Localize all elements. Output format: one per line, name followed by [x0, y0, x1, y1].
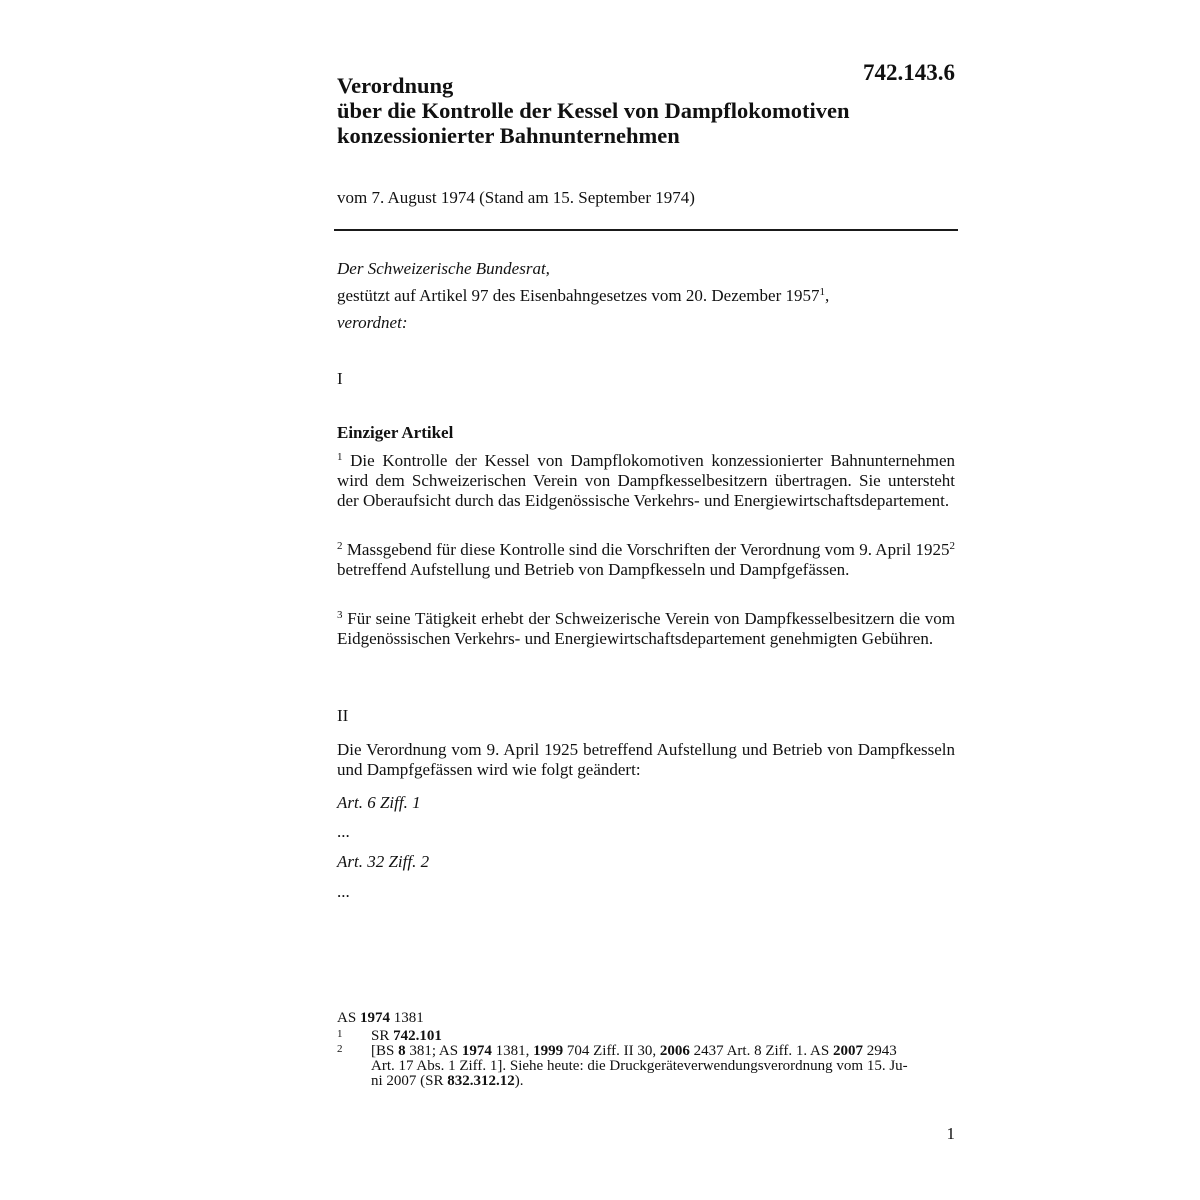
page-number: 1 — [946, 1124, 955, 1143]
fn2-p7: ni 2007 (SR — [371, 1073, 448, 1089]
footnote-1-text — [371, 1029, 957, 1044]
as-reference — [337, 1011, 957, 1026]
paragraph-3-number: 3 — [337, 609, 343, 621]
fn2-b4: 2006 — [659, 1043, 690, 1059]
footnote-ref-1[interactable]: 1 — [819, 286, 825, 298]
document-title — [337, 73, 937, 148]
fn2-p8: ). — [514, 1073, 524, 1089]
section-1-numeral: I — [337, 369, 343, 388]
paragraph-1-number: 1 — [337, 451, 343, 463]
preamble-basis-text: gestützt auf Artikel 97 des Eisenbahngesetzes vom 20. Dezember 1957 — [337, 286, 820, 305]
footnote-2-number: 2 — [337, 1043, 343, 1055]
title-line-3: konzessionierter Bahnunternehmen — [337, 123, 680, 148]
footnote-1-number: 1 — [337, 1028, 343, 1040]
footnotes — [337, 1011, 957, 1089]
amendment-content-2: ... — [337, 882, 350, 901]
sr-number: 742.143.6 — [863, 60, 955, 85]
fn2-p6: 2943 — [862, 1043, 897, 1059]
as-year: 1974 — [359, 1010, 390, 1026]
fn2-b3: 1999 — [533, 1043, 564, 1059]
preamble-basis-end: , — [824, 286, 830, 305]
fn2-b6: 832.312.12 — [447, 1073, 515, 1089]
fn2-b2: 1974 — [461, 1043, 492, 1059]
fn2-p5: 2437 Art. 8 Ziff. 1. AS — [689, 1043, 833, 1059]
footnote-2-line-3 — [371, 1074, 957, 1089]
article-title: Einziger Artikel — [337, 423, 454, 442]
amendment-content-1: ... — [337, 822, 350, 841]
footnote-2-line-1 — [371, 1044, 957, 1059]
date-line: vom 7. August 1974 (Stand am 15. September 1974) — [337, 188, 695, 207]
amendment-ref-2: Art. 32 Ziff. 2 — [337, 852, 430, 871]
footnote-1-ref: 742.101 — [393, 1028, 442, 1044]
paragraph-1-text: Die Kontrolle der Kessel von Dampflokomotiven konzessionierter Bahnunternehmen wird dem Schweizerischen Verein von Dampfkesselbesitzern übertragen. Sie untersteht der Oberaufsicht durch das Eidgenössische Verkehrs- und Energiewirtschaftsdepartement. — [337, 451, 956, 510]
paragraph-2 — [337, 540, 955, 580]
section-2-intro: Die Verordnung vom 9. April 1925 betreffend Aufstellung und Betrieb von Dampfkesseln und Dampfgefässen wird wie folgt geändert: — [337, 740, 955, 779]
footnote-ref-2[interactable]: 2 — [949, 540, 955, 552]
preamble-authority: Der Schweizerische Bundesrat, — [337, 259, 550, 278]
title-line-2: über die Kontrolle der Kessel von Dampflokomotiven — [337, 98, 850, 123]
footnote-2 — [337, 1044, 957, 1089]
as-prefix: AS — [337, 1010, 360, 1026]
paragraph-2-number: 2 — [337, 540, 343, 552]
fn2-b5: 2007 — [832, 1043, 863, 1059]
header-divider — [334, 229, 958, 231]
title-line-1: Verordnung — [337, 73, 454, 98]
fn2-p3: 1381, — [491, 1043, 534, 1059]
as-page: 1381 — [389, 1010, 424, 1026]
preamble-decree: verordnet: — [337, 313, 408, 332]
section-2-numeral: II — [337, 706, 349, 725]
paragraph-1 — [337, 451, 955, 511]
footnote-1 — [337, 1029, 957, 1044]
paragraph-3-text: Für seine Tätigkeit erhebt der Schweizerische Verein von Dampfkesselbesitzern die vom Eidgenössischen Verkehrs- und Energiewirtschaftsdepartement genehmigten Gebühren. — [337, 609, 956, 648]
paragraph-2-text-b: 9. April 1925 — [859, 540, 950, 559]
fn2-b1: 8 — [398, 1043, 406, 1059]
preamble-basis — [337, 286, 955, 306]
paragraph-3 — [337, 609, 955, 649]
fn2-p1: [BS — [371, 1043, 399, 1059]
fn2-p2: 381; AS — [405, 1043, 462, 1059]
footnote-2-line-2: Art. 17 Abs. 1 Ziff. 1]. Siehe heute: die Druckgeräteverwendungsverordnung vom 15. Ju- — [371, 1058, 908, 1074]
paragraph-2-text-a: Massgebend für diese Kontrolle sind die Vorschriften der Verordnung vom — [346, 540, 855, 559]
footnote-1-prefix: SR — [371, 1028, 394, 1044]
fn2-p4: 704 Ziff. II 30, — [563, 1043, 660, 1059]
paragraph-2-text-c: betreffend Aufstellung und Betrieb von Dampfkesseln und Dampfgefässen. — [337, 560, 850, 579]
amendment-ref-1: Art. 6 Ziff. 1 — [337, 793, 421, 812]
